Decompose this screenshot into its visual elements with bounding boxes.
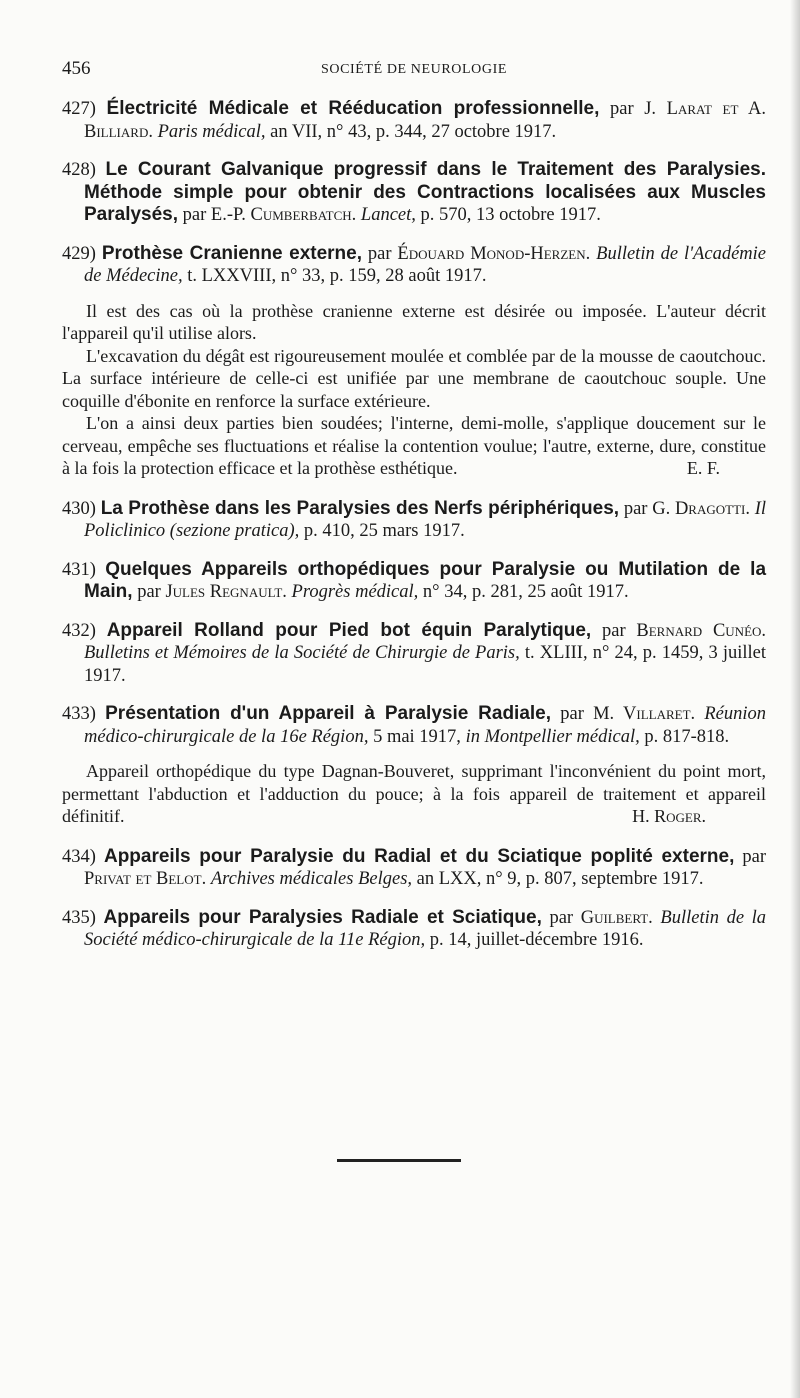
abstract-paragraph: L'excavation du dégât est rigoureusement moulée et comblée par de la mousse de caoutchouc. La surface intérieure de celle-ci est unifiée par une membrane de caoutchouc souple. Une coquille d'ébonite en renforce la surface extérieure. [62,345,766,411]
entry-427: 427) Électricité Médicale et Rééducation professionnelle, par J. Larat et A. Billiard. Paris médical, an VII, n° 43, p. 344, 27 octobre 1917. [62,98,767,142]
abstract-429 [62,300,766,480]
entry-433: 433) Présentation d'un Appareil à Paralysie Radiale, par M. Villaret. Réunion médico-chirurgicale de la 16e Région, 5 mai 1917, in Montpellier médical, p. 817-818. [62,703,766,747]
entry-journal: Bulletin de l'Académie de Médecine, [84,243,766,286]
entry-authors: Jules Regnault. [165,582,287,602]
page-number: 456 [62,58,91,79]
abstract-paragraph: L'on a ainsi deux parties bien soudées; l'interne, demi-molle, s'applique doucement sur le cerveau, empêche ses fluctuations et réalise la contention voulue; l'autre, externe, dure, constitue à la fois la protection efficace et la prothèse esthétique. E. F. [62,413,766,478]
entry-details: p. 570, 13 octobre 1917. [420,205,601,225]
entry-details: an VII, n° 43, p. 344, 27 octobre 1917. [270,121,557,142]
entry-journal: Paris médical, [157,121,266,142]
entry-details: t. LXXVIII, n° 33, p. 159, 28 août 1917. [187,266,487,286]
entry-title: Appareils pour Paralysie du Radial et du Sciatique poplité externe, [103,845,735,867]
entry-429: 429) Prothèse Cranienne externe, par Édouard Monod-Herzen. Bulletin de l'Académie de Médecine, t. LXXVIII, n° 33, p. 159, 28 août 1917. [62,242,766,286]
entry-title: La Prothèse dans les Paralysies des Nerfs périphériques, [100,497,620,519]
entry-details: n° 34, p. 281, 25 août 1917. [422,582,629,602]
entry-title: Quelques Appareils orthopédiques pour Paralysie ou Mutilation de la Main, [84,558,767,602]
entry-authors: Guilbert. [580,907,653,928]
entry-journal-secondary: in Montpellier médical, [465,726,640,747]
entry-journal: Réunion médico-chirurgicale de la 16e Région, [84,704,766,747]
entry-authors: Édouard Monod-Herzen. [397,243,591,264]
bibliography-list [62,98,766,968]
abstract-signature: H. Roger. [632,806,706,826]
abstract-paragraph: Il est des cas où la prothèse cranienne externe est désirée ou imposée. L'auteur décrit l'appareil qu'il utilise alors. [62,300,766,343]
entry-authors: Privat et Belot. [84,869,207,889]
entry-authors: E.-P. Cumberbatch. [210,205,357,225]
entry-title: Prothèse Cranienne externe, [101,242,362,264]
entry-title: Électricité Médicale et Rééducation professionnelle, [106,98,600,119]
entry-title: Appareil Rolland pour Pied bot équin Paralytique, [106,619,592,641]
entry-journal: Progrès médical, [291,582,419,602]
entry-journal: Lancet, [360,205,416,225]
entry-details: t. XLIII, n° 24, p. 1459, 3 juillet 1917. [84,643,767,686]
entry-authors: G. Dragotti. [652,498,750,519]
entry-details: p. 14, juillet-décembre 1916. [429,930,644,950]
entry-432: 432) Appareil Rolland pour Pied bot équin Paralytique, par Bernard Cunéo. Bulletins et Mémoires de la Société de Chirurgie de Paris, t. XLIII, n° 24, p. 1459, 3 juillet 1917. [62,619,767,686]
entry-authors: M. Villaret. [593,704,696,724]
entry-authors: Bernard Cunéo. [636,620,767,641]
section-end-rule [337,1159,461,1162]
entry-431: 431) Quelques Appareils orthopédiques pour Paralysie ou Mutilation de la Main, par Jules Regnault. Progrès médical, n° 34, p. 281, 25 août 1917. [62,558,767,602]
entry-details-secondary: p. 817-818. [644,726,730,747]
page-edge-shadow [790,0,800,1398]
entry-430: 430) La Prothèse dans les Paralysies des Nerfs périphériques, par G. Dragotti. Il Policlinico (sezione pratica), p. 410, 25 mars 1917. [62,497,767,541]
entry-title: Appareils pour Paralysies Radiale et Sciatique, [103,906,542,928]
entry-journal: Archives médicales Belges, [210,869,413,889]
entry-title: Le Courant Galvanique progressif dans le Traitement des Paralysies. Méthode simple pour obtenir des Contractions localisées aux Muscles Paralysés, [84,159,766,225]
entry-journal: Il Policlinico (sezione pratica), [84,498,767,541]
entry-details: p. 410, 25 mars 1917. [303,521,465,541]
entry-authors: J. Larat et A. Billiard. [84,99,767,142]
entry-details: an LXX, n° 9, p. 807, septembre 1917. [416,869,704,889]
entry-435: 435) Appareils pour Paralysies Radiale et Sciatique, par Guilbert. Bulletin de la Société médico-chirurgicale de la 11e Région, p. 14, juillet-décembre 1916. [62,906,767,950]
page-header [62,58,766,84]
abstract-433 [62,760,766,828]
entry-434: 434) Appareils pour Paralysie du Radial et du Sciatique poplité externe, par Privat et Belot. Archives médicales Belges, an LXX, n° 9, p. 807, septembre 1917. [62,845,767,889]
running-head: SOCIÉTÉ DE NEUROLOGIE [320,62,508,77]
entry-journal: Bulletin de la Société médico-chirurgicale de la 11e Région, [84,907,767,950]
abstract-paragraph: Appareil orthopédique du type Dagnan-Bouveret, supprimant l'inconvénient du point mort, permettant l'abduction et l'adduction du pouce; à la fois appareil de traitement et appareil définitif. H. Roger. [62,761,766,826]
entry-details: 5 mai 1917, [373,726,461,747]
entry-journal: Bulletins et Mémoires de la Société de Chirurgie de Paris, [84,643,520,663]
abstract-signature: E. F. [686,458,720,478]
entry-title: Présentation d'un Appareil à Paralysie Radiale, [105,703,552,724]
entry-428: 428) Le Courant Galvanique progressif dans le Traitement des Paralysies. Méthode simple pour obtenir des Contractions localisées aux Muscles Paralysés, par E.-P. Cumberbatch. Lancet, p. 570, 13 octobre 1917. [62,159,766,225]
